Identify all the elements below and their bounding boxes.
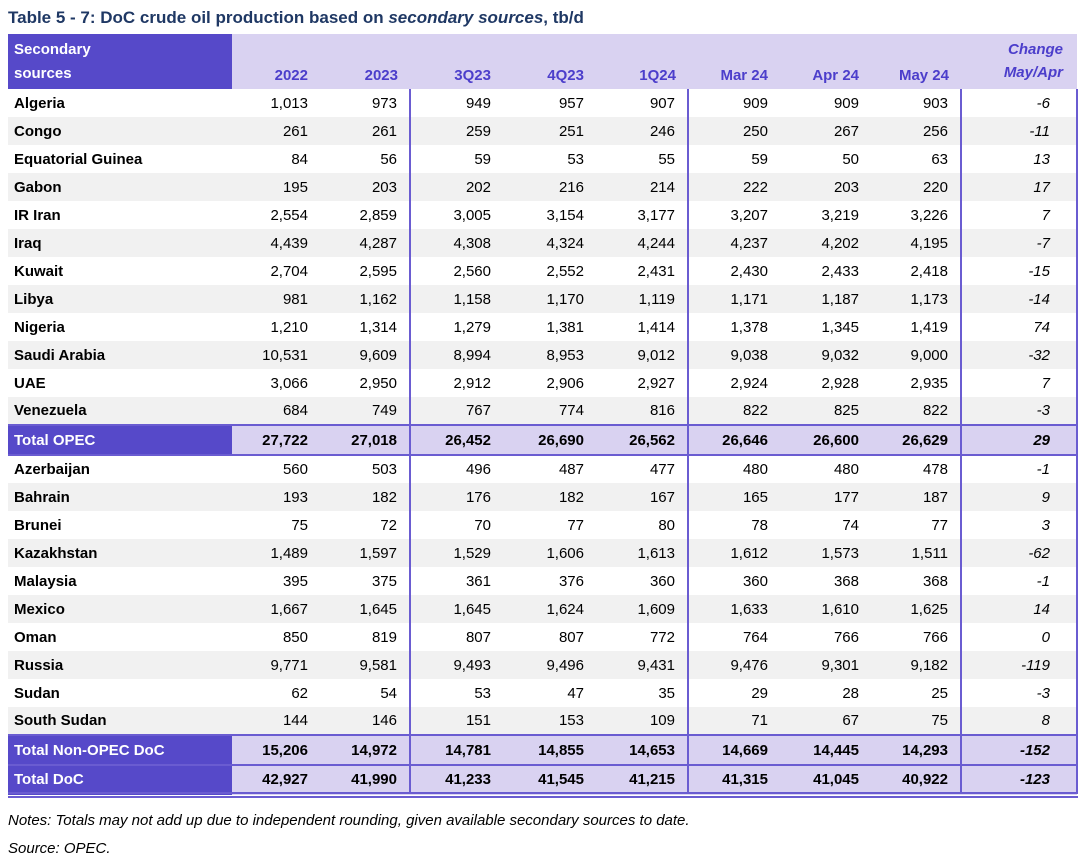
- value-change: -1: [961, 567, 1077, 595]
- value-change: 3: [961, 511, 1077, 539]
- value-3q23: 41,233: [410, 765, 503, 795]
- value-1q24: 477: [596, 455, 688, 483]
- value-mar-24: 2,430: [688, 257, 780, 285]
- value-may-24: 368: [871, 567, 961, 595]
- value-apr-24: 177: [780, 483, 871, 511]
- value-mar-24: 250: [688, 117, 780, 145]
- value-2022: 261: [232, 117, 320, 145]
- value-1q24: 907: [596, 89, 688, 117]
- value-4q23: 53: [503, 145, 596, 173]
- value-mar-24: 3,207: [688, 201, 780, 229]
- value-change: 13: [961, 145, 1077, 173]
- value-2022: 981: [232, 285, 320, 313]
- row-label: Gabon: [8, 173, 232, 201]
- row-label: Malaysia: [8, 567, 232, 595]
- value-2022: 10,531: [232, 341, 320, 369]
- value-2023: 146: [320, 707, 410, 735]
- value-3q23: 9,493: [410, 651, 503, 679]
- value-change: 29: [961, 425, 1077, 455]
- header-row: [8, 34, 1077, 89]
- value-mar-24: 764: [688, 623, 780, 651]
- row-label: Total Non-OPEC DoC: [8, 735, 232, 765]
- value-4q23: 8,953: [503, 341, 596, 369]
- value-2023: 819: [320, 623, 410, 651]
- value-apr-24: 50: [780, 145, 871, 173]
- row-label: UAE: [8, 369, 232, 397]
- value-mar-24: 29: [688, 679, 780, 707]
- value-2023: 261: [320, 117, 410, 145]
- value-may-24: 40,922: [871, 765, 961, 795]
- value-1q24: 772: [596, 623, 688, 651]
- row-label: Sudan: [8, 679, 232, 707]
- value-change: -62: [961, 539, 1077, 567]
- value-2022: 4,439: [232, 229, 320, 257]
- value-1q24: 9,431: [596, 651, 688, 679]
- value-apr-24: 26,600: [780, 425, 871, 455]
- table-row-libya: [8, 285, 1077, 313]
- value-change: 0: [961, 623, 1077, 651]
- total-row-total-doc: [8, 765, 1077, 795]
- row-label: Libya: [8, 285, 232, 313]
- value-2022: 9,771: [232, 651, 320, 679]
- value-apr-24: 1,610: [780, 595, 871, 623]
- value-3q23: 176: [410, 483, 503, 511]
- value-1q24: 26,562: [596, 425, 688, 455]
- value-apr-24: 67: [780, 707, 871, 735]
- value-2022: 62: [232, 679, 320, 707]
- header-change-line1: Change: [1007, 41, 1063, 58]
- value-4q23: 1,170: [503, 285, 596, 313]
- value-apr-24: 28: [780, 679, 871, 707]
- table-row-brunei: [8, 511, 1077, 539]
- value-may-24: 903: [871, 89, 961, 117]
- value-3q23: 259: [410, 117, 503, 145]
- table-row-south-sudan: [8, 707, 1077, 735]
- value-2023: 72: [320, 511, 410, 539]
- value-2023: 1,314: [320, 313, 410, 341]
- value-apr-24: 825: [780, 397, 871, 425]
- value-2022: 2,554: [232, 201, 320, 229]
- value-2022: 1,667: [232, 595, 320, 623]
- value-1q24: 246: [596, 117, 688, 145]
- value-may-24: 25: [871, 679, 961, 707]
- row-label: Equatorial Guinea: [8, 145, 232, 173]
- value-mar-24: 165: [688, 483, 780, 511]
- value-apr-24: 1,187: [780, 285, 871, 313]
- row-label: Total OPEC: [8, 425, 232, 455]
- value-3q23: 1,529: [410, 539, 503, 567]
- value-4q23: 807: [503, 623, 596, 651]
- value-4q23: 2,552: [503, 257, 596, 285]
- value-apr-24: 909: [780, 89, 871, 117]
- value-may-24: 4,195: [871, 229, 961, 257]
- value-4q23: 1,606: [503, 539, 596, 567]
- value-4q23: 487: [503, 455, 596, 483]
- value-may-24: 187: [871, 483, 961, 511]
- value-4q23: 182: [503, 483, 596, 511]
- value-2023: 203: [320, 173, 410, 201]
- value-2022: 15,206: [232, 735, 320, 765]
- value-1q24: 167: [596, 483, 688, 511]
- value-2022: 1,210: [232, 313, 320, 341]
- value-apr-24: 267: [780, 117, 871, 145]
- value-3q23: 1,279: [410, 313, 503, 341]
- value-3q23: 949: [410, 89, 503, 117]
- value-2023: 503: [320, 455, 410, 483]
- value-2023: 54: [320, 679, 410, 707]
- value-4q23: 77: [503, 511, 596, 539]
- table-row-algeria: [8, 89, 1077, 117]
- value-may-24: 3,226: [871, 201, 961, 229]
- value-may-24: 26,629: [871, 425, 961, 455]
- value-apr-24: 9,301: [780, 651, 871, 679]
- header-apr-24: Apr 24: [780, 34, 871, 89]
- value-change: 14: [961, 595, 1077, 623]
- value-apr-24: 480: [780, 455, 871, 483]
- total-row-total-non-opec-doc: [8, 735, 1077, 765]
- table-row-oman: [8, 623, 1077, 651]
- value-mar-24: 59: [688, 145, 780, 173]
- value-may-24: 256: [871, 117, 961, 145]
- value-mar-24: 360: [688, 567, 780, 595]
- value-change: -7: [961, 229, 1077, 257]
- value-2022: 560: [232, 455, 320, 483]
- value-may-24: 1,625: [871, 595, 961, 623]
- row-label: South Sudan: [8, 707, 232, 735]
- table-body: [8, 89, 1077, 795]
- header-may-24: May 24: [871, 34, 961, 89]
- value-2023: 9,609: [320, 341, 410, 369]
- value-4q23: 2,906: [503, 369, 596, 397]
- table-row-sudan: [8, 679, 1077, 707]
- value-2022: 195: [232, 173, 320, 201]
- header-label-line2: sources: [14, 64, 72, 82]
- value-4q23: 1,624: [503, 595, 596, 623]
- header-change: [961, 34, 1077, 89]
- value-1q24: 9,012: [596, 341, 688, 369]
- table-row-venezuela: [8, 397, 1077, 425]
- value-3q23: 8,994: [410, 341, 503, 369]
- value-may-24: 1,419: [871, 313, 961, 341]
- value-mar-24: 909: [688, 89, 780, 117]
- value-2023: 1,645: [320, 595, 410, 623]
- value-1q24: 214: [596, 173, 688, 201]
- value-1q24: 109: [596, 707, 688, 735]
- value-2023: 973: [320, 89, 410, 117]
- value-2022: 42,927: [232, 765, 320, 795]
- row-label: Brunei: [8, 511, 232, 539]
- value-3q23: 26,452: [410, 425, 503, 455]
- value-2023: 1,162: [320, 285, 410, 313]
- value-2023: 375: [320, 567, 410, 595]
- value-mar-24: 9,476: [688, 651, 780, 679]
- value-may-24: 9,000: [871, 341, 961, 369]
- value-change: -123: [961, 765, 1077, 795]
- value-2022: 144: [232, 707, 320, 735]
- value-4q23: 26,690: [503, 425, 596, 455]
- value-apr-24: 9,032: [780, 341, 871, 369]
- value-3q23: 53: [410, 679, 503, 707]
- table-title: [8, 8, 1077, 28]
- value-2022: 27,722: [232, 425, 320, 455]
- value-2023: 182: [320, 483, 410, 511]
- value-1q24: 1,613: [596, 539, 688, 567]
- source-line: Source: OPEC.: [8, 840, 111, 857]
- table-row-iraq: [8, 229, 1077, 257]
- value-1q24: 3,177: [596, 201, 688, 229]
- value-change: -14: [961, 285, 1077, 313]
- value-may-24: 2,935: [871, 369, 961, 397]
- value-2023: 14,972: [320, 735, 410, 765]
- table-row-russia: [8, 651, 1077, 679]
- value-mar-24: 41,315: [688, 765, 780, 795]
- row-label: Russia: [8, 651, 232, 679]
- row-label: Kazakhstan: [8, 539, 232, 567]
- value-4q23: 14,855: [503, 735, 596, 765]
- value-2023: 2,950: [320, 369, 410, 397]
- table-row-saudi-arabia: [8, 341, 1077, 369]
- value-change: 8: [961, 707, 1077, 735]
- value-2023: 749: [320, 397, 410, 425]
- value-2023: 2,595: [320, 257, 410, 285]
- value-mar-24: 1,633: [688, 595, 780, 623]
- value-change: -32: [961, 341, 1077, 369]
- value-may-24: 9,182: [871, 651, 961, 679]
- value-mar-24: 9,038: [688, 341, 780, 369]
- value-3q23: 4,308: [410, 229, 503, 257]
- table-title-italic: secondary sources: [388, 8, 544, 27]
- value-2022: 2,704: [232, 257, 320, 285]
- value-apr-24: 74: [780, 511, 871, 539]
- value-3q23: 202: [410, 173, 503, 201]
- value-change: -11: [961, 117, 1077, 145]
- row-label: Azerbaijan: [8, 455, 232, 483]
- value-2022: 684: [232, 397, 320, 425]
- table-row-mexico: [8, 595, 1077, 623]
- value-2022: 1,013: [232, 89, 320, 117]
- value-4q23: 47: [503, 679, 596, 707]
- value-may-24: 478: [871, 455, 961, 483]
- row-label: Nigeria: [8, 313, 232, 341]
- value-3q23: 496: [410, 455, 503, 483]
- row-label: Bahrain: [8, 483, 232, 511]
- value-3q23: 3,005: [410, 201, 503, 229]
- value-4q23: 4,324: [503, 229, 596, 257]
- row-label: Venezuela: [8, 397, 232, 425]
- value-may-24: 75: [871, 707, 961, 735]
- value-apr-24: 766: [780, 623, 871, 651]
- value-2023: 4,287: [320, 229, 410, 257]
- value-change: -15: [961, 257, 1077, 285]
- notes-line: Notes: Totals may not add up due to independent rounding, given available secondary sources to date.: [8, 812, 690, 829]
- value-change: 17: [961, 173, 1077, 201]
- table-row-kazakhstan: [8, 539, 1077, 567]
- table-notes: [8, 807, 1077, 863]
- value-4q23: 41,545: [503, 765, 596, 795]
- table-row-equatorial-guinea: [8, 145, 1077, 173]
- header-4q23: 4Q23: [503, 34, 596, 89]
- value-1q24: 1,414: [596, 313, 688, 341]
- value-3q23: 2,912: [410, 369, 503, 397]
- row-label: IR Iran: [8, 201, 232, 229]
- row-label: Mexico: [8, 595, 232, 623]
- value-mar-24: 1,612: [688, 539, 780, 567]
- value-1q24: 360: [596, 567, 688, 595]
- value-1q24: 55: [596, 145, 688, 173]
- value-apr-24: 368: [780, 567, 871, 595]
- value-3q23: 70: [410, 511, 503, 539]
- value-2022: 850: [232, 623, 320, 651]
- value-1q24: 14,653: [596, 735, 688, 765]
- value-1q24: 1,609: [596, 595, 688, 623]
- value-may-24: 2,418: [871, 257, 961, 285]
- value-3q23: 2,560: [410, 257, 503, 285]
- value-3q23: 14,781: [410, 735, 503, 765]
- value-2022: 193: [232, 483, 320, 511]
- value-mar-24: 71: [688, 707, 780, 735]
- value-change: 74: [961, 313, 1077, 341]
- value-apr-24: 4,202: [780, 229, 871, 257]
- value-mar-24: 2,924: [688, 369, 780, 397]
- table-row-bahrain: [8, 483, 1077, 511]
- value-change: -1: [961, 455, 1077, 483]
- value-mar-24: 222: [688, 173, 780, 201]
- value-1q24: 35: [596, 679, 688, 707]
- production-table: [8, 34, 1078, 798]
- table-row-uae: [8, 369, 1077, 397]
- row-label: Saudi Arabia: [8, 341, 232, 369]
- value-change: -152: [961, 735, 1077, 765]
- value-2023: 9,581: [320, 651, 410, 679]
- value-2023: 56: [320, 145, 410, 173]
- table-title-prefix: Table 5 - 7: DoC crude oil production based on: [8, 8, 389, 27]
- value-3q23: 151: [410, 707, 503, 735]
- table-row-ir-iran: [8, 201, 1077, 229]
- table-row-kuwait: [8, 257, 1077, 285]
- value-change: 7: [961, 369, 1077, 397]
- value-apr-24: 14,445: [780, 735, 871, 765]
- total-row-total-opec: [8, 425, 1077, 455]
- value-2023: 41,990: [320, 765, 410, 795]
- value-1q24: 41,215: [596, 765, 688, 795]
- value-apr-24: 203: [780, 173, 871, 201]
- value-4q23: 774: [503, 397, 596, 425]
- value-1q24: 1,119: [596, 285, 688, 313]
- value-4q23: 3,154: [503, 201, 596, 229]
- value-4q23: 216: [503, 173, 596, 201]
- value-mar-24: 26,646: [688, 425, 780, 455]
- value-1q24: 2,927: [596, 369, 688, 397]
- value-4q23: 376: [503, 567, 596, 595]
- value-1q24: 816: [596, 397, 688, 425]
- value-4q23: 153: [503, 707, 596, 735]
- table-row-gabon: [8, 173, 1077, 201]
- value-may-24: 1,173: [871, 285, 961, 313]
- value-1q24: 2,431: [596, 257, 688, 285]
- header-secondary-sources: [8, 34, 232, 89]
- row-label: Oman: [8, 623, 232, 651]
- value-mar-24: 822: [688, 397, 780, 425]
- row-label: Congo: [8, 117, 232, 145]
- value-3q23: 59: [410, 145, 503, 173]
- value-apr-24: 1,573: [780, 539, 871, 567]
- header-3q23: 3Q23: [410, 34, 503, 89]
- value-2022: 395: [232, 567, 320, 595]
- header-label-line1: Secondary: [14, 40, 91, 58]
- header-2023: 2023: [320, 34, 410, 89]
- value-mar-24: 1,378: [688, 313, 780, 341]
- value-apr-24: 2,433: [780, 257, 871, 285]
- value-may-24: 766: [871, 623, 961, 651]
- value-4q23: 957: [503, 89, 596, 117]
- value-apr-24: 1,345: [780, 313, 871, 341]
- value-change: -6: [961, 89, 1077, 117]
- value-mar-24: 78: [688, 511, 780, 539]
- row-label: Total DoC: [8, 765, 232, 795]
- value-change: 9: [961, 483, 1077, 511]
- value-1q24: 4,244: [596, 229, 688, 257]
- value-3q23: 1,645: [410, 595, 503, 623]
- value-2022: 84: [232, 145, 320, 173]
- table-row-azerbaijan: [8, 455, 1077, 483]
- value-2023: 2,859: [320, 201, 410, 229]
- value-mar-24: 4,237: [688, 229, 780, 257]
- value-3q23: 361: [410, 567, 503, 595]
- value-may-24: 63: [871, 145, 961, 173]
- header-2022: 2022: [232, 34, 320, 89]
- row-label: Iraq: [8, 229, 232, 257]
- value-may-24: 822: [871, 397, 961, 425]
- table-row-congo: [8, 117, 1077, 145]
- value-change: -3: [961, 397, 1077, 425]
- value-1q24: 80: [596, 511, 688, 539]
- row-label: Algeria: [8, 89, 232, 117]
- header-mar-24: Mar 24: [688, 34, 780, 89]
- value-3q23: 767: [410, 397, 503, 425]
- value-4q23: 1,381: [503, 313, 596, 341]
- value-mar-24: 1,171: [688, 285, 780, 313]
- value-may-24: 220: [871, 173, 961, 201]
- header-change-line2: May/Apr: [1003, 64, 1063, 81]
- value-change: -3: [961, 679, 1077, 707]
- header-1q24: 1Q24: [596, 34, 688, 89]
- value-may-24: 77: [871, 511, 961, 539]
- value-2023: 1,597: [320, 539, 410, 567]
- value-2023: 27,018: [320, 425, 410, 455]
- value-3q23: 1,158: [410, 285, 503, 313]
- value-apr-24: 2,928: [780, 369, 871, 397]
- value-mar-24: 480: [688, 455, 780, 483]
- value-2022: 1,489: [232, 539, 320, 567]
- value-4q23: 9,496: [503, 651, 596, 679]
- value-change: 7: [961, 201, 1077, 229]
- value-2022: 75: [232, 511, 320, 539]
- value-may-24: 1,511: [871, 539, 961, 567]
- table-title-suffix: , tb/d: [543, 8, 584, 27]
- value-mar-24: 14,669: [688, 735, 780, 765]
- value-may-24: 14,293: [871, 735, 961, 765]
- value-3q23: 807: [410, 623, 503, 651]
- table-row-nigeria: [8, 313, 1077, 341]
- value-apr-24: 41,045: [780, 765, 871, 795]
- value-4q23: 251: [503, 117, 596, 145]
- row-label: Kuwait: [8, 257, 232, 285]
- value-2022: 3,066: [232, 369, 320, 397]
- value-change: -119: [961, 651, 1077, 679]
- value-apr-24: 3,219: [780, 201, 871, 229]
- table-row-malaysia: [8, 567, 1077, 595]
